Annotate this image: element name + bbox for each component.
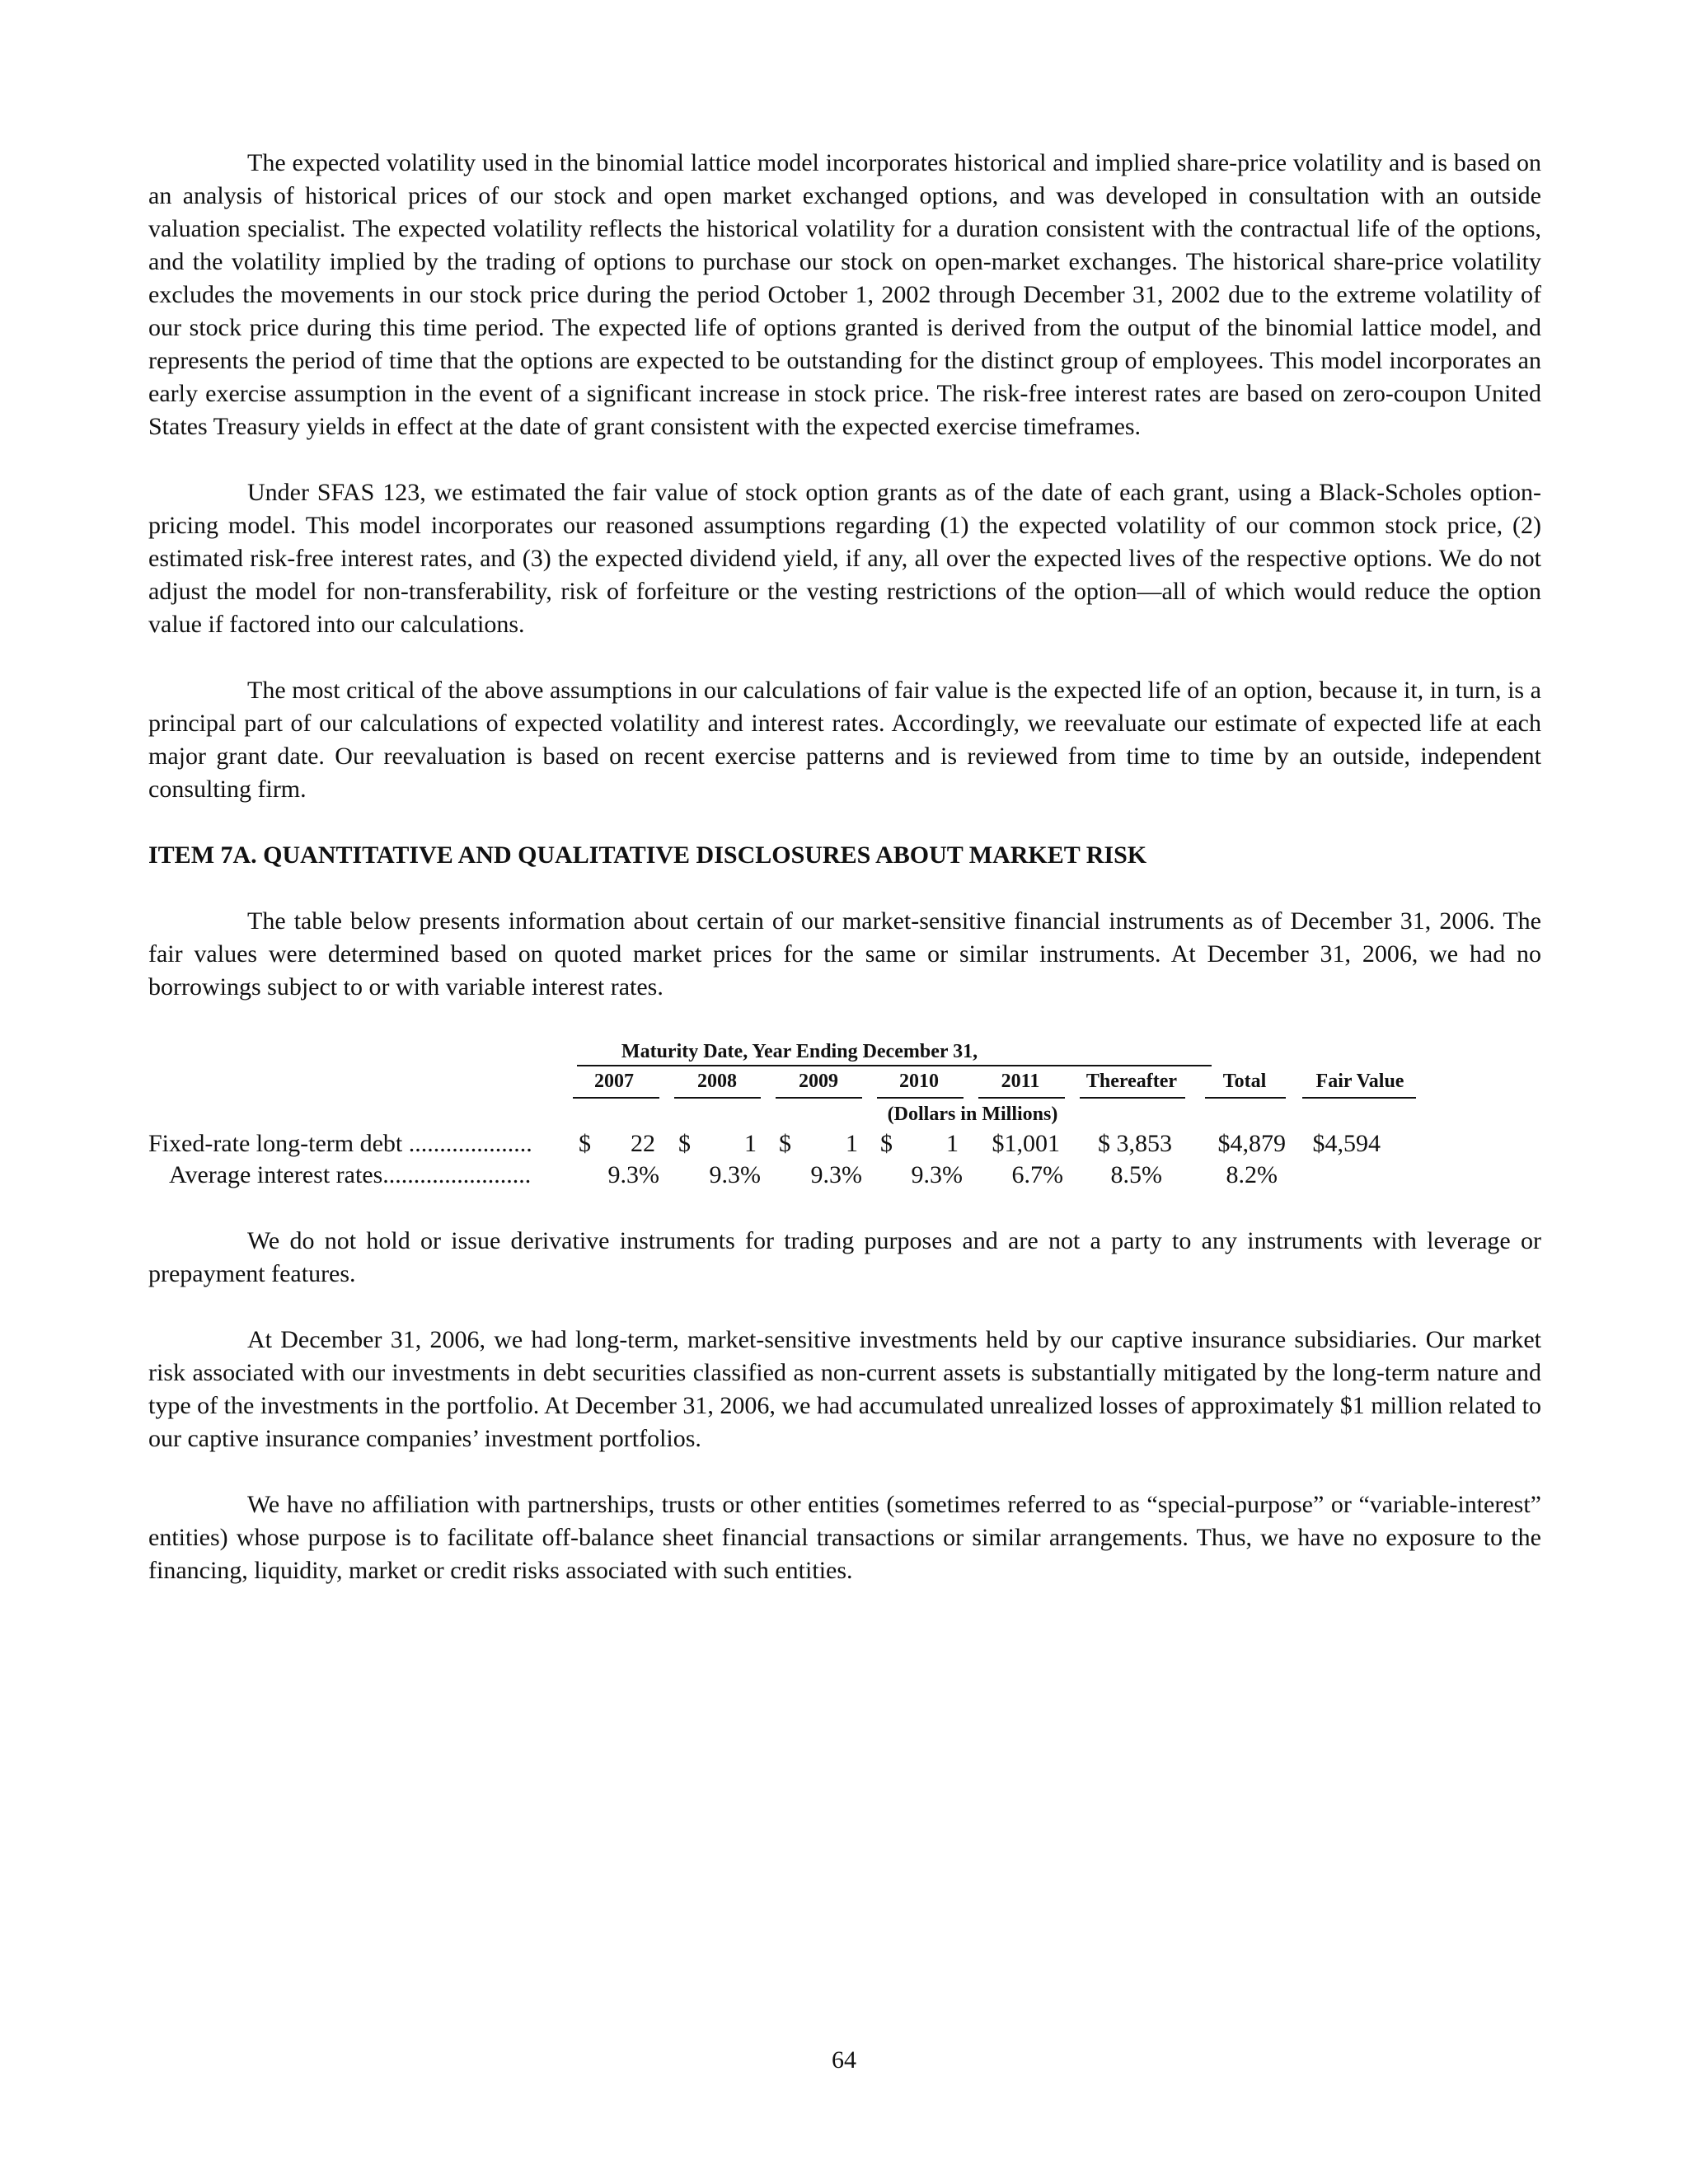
- column-rule-2011: [978, 1097, 1065, 1099]
- page-number: 64: [832, 2046, 856, 2074]
- column-header-2009: 2009: [799, 1071, 838, 1092]
- table-cell: $: [678, 1130, 691, 1157]
- table-cell: 1: [744, 1130, 757, 1157]
- column-rule-thereafter: [1080, 1097, 1185, 1099]
- column-header-thereafter: Thereafter: [1085, 1071, 1178, 1092]
- paragraph-expected-life: The most critical of the above assumptions in our calculations of fair value is the expected life of an option, because it, in turn, is a principal part of our calculations of expected volatility and interest rates. Accordingly, we reevaluate our estimate of expected life at each major grant date. Our reevaluation is based on recent exercise patterns and is reviewed from time to time by an outside, independent consulting firm.: [148, 677, 1541, 803]
- table-cell: 9.3%: [607, 1161, 659, 1188]
- table-cell: $4,594: [1312, 1130, 1381, 1157]
- table-cell: 9.3%: [709, 1161, 761, 1188]
- table-group-header: Maturity Date, Year Ending December 31,: [621, 1041, 978, 1062]
- paragraph-sfas-123: Under SFAS 123, we estimated the fair value of stock option grants as of the date of each grant, using a Black-Scholes option-pricing model. This model incorporates our reasoned assumptions regarding (1) the expected volatility of our common stock price, (2) estimated risk-free interest rates, and (3) the expected dividend yield, if any, all over the expected lives of the respective options. We do not adjust the model for non-transferability, risk of forfeiture or the vesting restrictions of the option—all of which would reduce the option value if factored into our calculations.: [148, 479, 1541, 638]
- column-rule-2008: [674, 1097, 761, 1099]
- table-cell: 22: [631, 1130, 655, 1157]
- paragraph-volatility: The expected volatility used in the binomial lattice model incorporates historical and implied share-price volatility and is based on an analysis of historical prices of our stock and open market exchanged options, and was developed in consultation with an outside valuation specialist. The expected volatility reflects the historical volatility for a duration consistent with the contractual life of the options, and the volatility implied by the trading of options to purchase our stock on open-market exchanges. The historical share-price volatility excludes the movements in our stock price during the period October 1, 2002 through December 31, 2002 due to the extreme volatility of our stock price during this time period. The expected life of options granted is derived from the output of the binomial lattice model, and represents the period of time that the options are expected to be outstanding for the distinct group of employees. This model incorporates an early exercise assumption in the event of a significant increase in stock price. The risk-free interest rates are based on zero-coupon United States Treasury yields in effect at the date of grant consistent with the expected exercise timeframes.: [148, 149, 1541, 440]
- column-header-fair-value: Fair Value: [1315, 1071, 1404, 1092]
- market-risk-table: [148, 1037, 1541, 1193]
- column-header-2011: 2011: [1001, 1071, 1040, 1092]
- table-cell: $1,001: [992, 1130, 1060, 1157]
- column-header-total: Total: [1222, 1071, 1267, 1092]
- table-cell: $: [579, 1130, 591, 1157]
- row-label-average-interest-rates: Average interest rates........................: [169, 1161, 532, 1188]
- document-page: [148, 147, 1541, 1620]
- paragraph-table-intro: The table below presents information about certain of our market-sensitive financial instruments as of December 31, 2006. The fair values were determined based on quoted market prices for the same or similar instruments. At December 31, 2006, we had no borrowings subject to or with variable interest rates.: [148, 907, 1541, 1001]
- table-cell: 8.2%: [1226, 1161, 1278, 1188]
- column-rule-2009: [776, 1097, 862, 1099]
- table-cell: 1: [846, 1130, 858, 1157]
- table-cell: 9.3%: [911, 1161, 963, 1188]
- column-header-2008: 2008: [697, 1071, 737, 1092]
- paragraph-no-affiliation: We have no affiliation with partnerships, trusts or other entities (sometimes referred to as “special-purpose” or “variable-interest” entities) whose purpose is to facilitate off-balance sheet financial transactions or similar arrangements. Thus, we have no exposure to the financing, liquidity, market or credit risks associated with such entities.: [148, 1491, 1541, 1584]
- column-header-2007: 2007: [594, 1071, 634, 1092]
- table-cell: $4,879: [1217, 1130, 1286, 1157]
- table-units-note: (Dollars in Millions): [887, 1104, 1058, 1125]
- paragraph-captive-insurance: At December 31, 2006, we had long-term, market-sensitive investments held by our captive insurance subsidiaries. Our market risk associated with our investments in debt securities classified as non-current assets is substantially mitigated by the long-term nature and type of the investments in the portfolio. At December 31, 2006, we had accumulated unrealized losses of approximately $1 million related to our captive insurance companies’ investment portfolios.: [148, 1326, 1541, 1452]
- column-rule-2007: [573, 1097, 659, 1099]
- paragraph-derivatives: We do not hold or issue derivative instruments for trading purposes and are not a party to any instruments with leverage or prepayment features.: [148, 1227, 1541, 1287]
- table-cell: 8.5%: [1110, 1161, 1162, 1188]
- table-cell: 6.7%: [1011, 1161, 1063, 1188]
- column-rule-fair-value: [1302, 1097, 1416, 1099]
- table-cell: 9.3%: [810, 1161, 862, 1188]
- column-header-2010: 2010: [899, 1071, 939, 1092]
- column-rule-2010: [877, 1097, 964, 1099]
- table-cell: $: [880, 1130, 893, 1157]
- column-rule-total: [1205, 1097, 1286, 1099]
- table-cell: $: [779, 1130, 791, 1157]
- table-cell: 1: [946, 1130, 959, 1157]
- row-label-fixed-rate-debt: Fixed-rate long-term debt ....................: [148, 1130, 532, 1157]
- table-cell: $ 3,853: [1098, 1130, 1172, 1157]
- section-heading-item-7a: ITEM 7A. QUANTITATIVE AND QUALITATIVE DISCLOSURES ABOUT MARKET RISK: [148, 841, 1147, 869]
